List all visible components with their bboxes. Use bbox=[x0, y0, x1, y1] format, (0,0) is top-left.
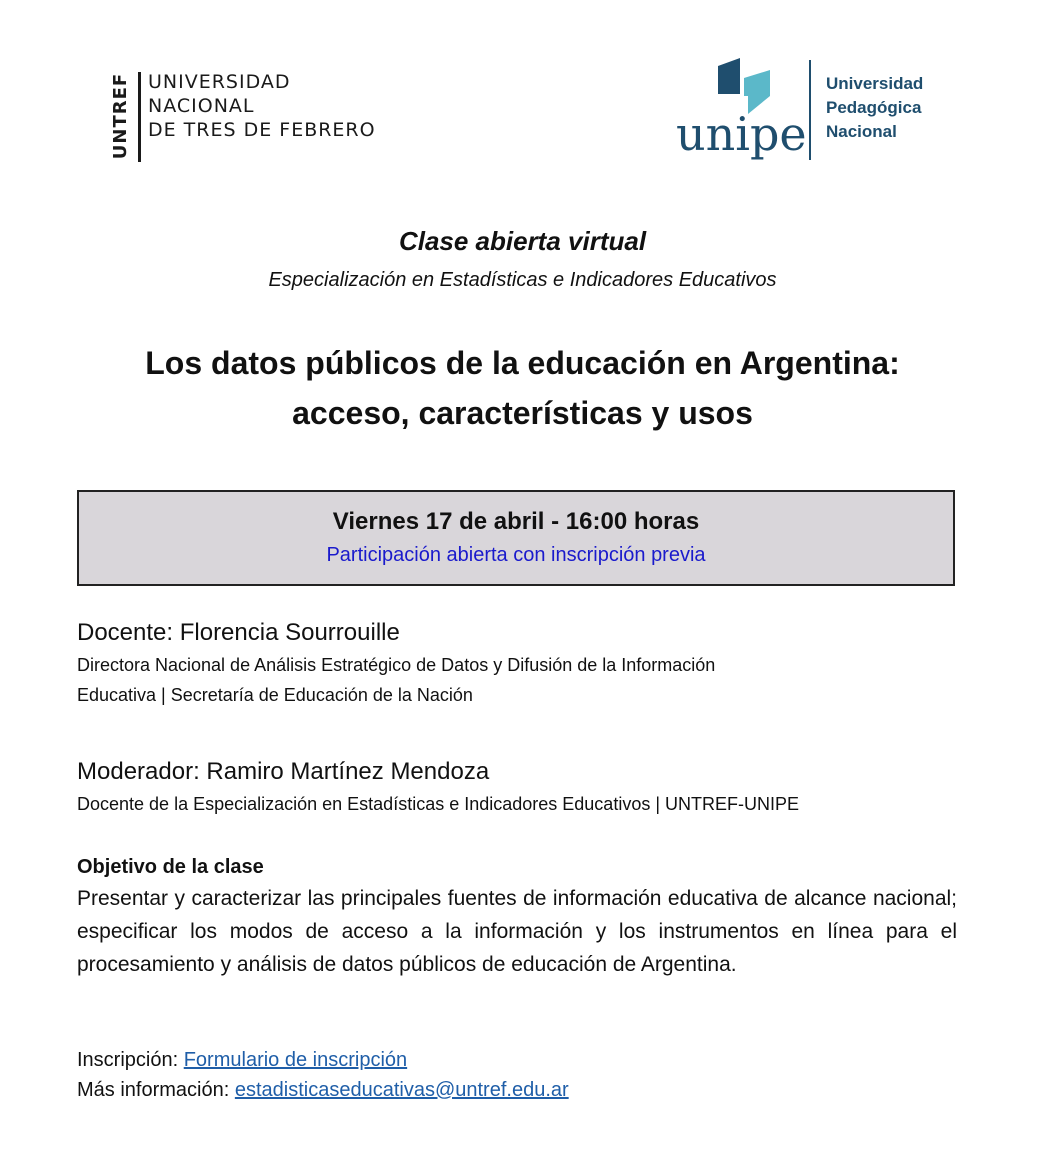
info-email-link[interactable]: estadisticaseducativas@untref.edu.ar bbox=[234, 1079, 569, 1101]
program-subtitle: Especialización en Estadísticas e Indicadores Educativos bbox=[268, 269, 777, 291]
objective-title: Objetivo de la clase bbox=[77, 856, 264, 878]
event-type-heading: Clase abierta virtual bbox=[398, 226, 647, 256]
docente-role-line-1: Directora Nacional de Análisis Estratégico de Datos y Difusión de la Información bbox=[77, 655, 716, 675]
untref-logo-bar bbox=[138, 72, 141, 162]
participation-note: Participación abierta con inscripción previa bbox=[326, 544, 706, 566]
untref-logo bbox=[108, 70, 378, 166]
info-row bbox=[77, 1075, 957, 1105]
page-title bbox=[0, 338, 1045, 438]
date-box bbox=[77, 490, 955, 586]
docente-role-line-2: Educativa | Secretaría de Educación de la Nación bbox=[77, 685, 473, 705]
untref-logo-line-1: UNIVERSIDAD bbox=[148, 71, 291, 93]
untref-logo-vertical-text: UNTREF bbox=[110, 72, 131, 160]
docente-name: Docente: Florencia Sourrouille bbox=[77, 619, 400, 646]
event-datetime: Viernes 17 de abril - 16:00 horas bbox=[332, 508, 700, 535]
unipe-logo-wordmark: unipe bbox=[676, 107, 807, 161]
objective-section bbox=[77, 852, 957, 981]
unipe-logo-line-3: Nacional bbox=[826, 122, 897, 141]
registration-row bbox=[77, 1045, 957, 1075]
registration-form-link[interactable]: Formulario de inscripción bbox=[183, 1049, 408, 1071]
unipe-logo-line-1: Universidad bbox=[826, 74, 924, 93]
unipe-logo bbox=[676, 56, 966, 166]
moderador-section bbox=[77, 757, 957, 819]
docente-role bbox=[77, 650, 957, 710]
page-title-line-2: acceso, características y usos bbox=[292, 395, 753, 431]
unipe-logo-divider bbox=[809, 60, 811, 160]
unipe-logo-name bbox=[826, 72, 923, 144]
untref-logo-line-3: DE TRES DE FEBRERO bbox=[148, 119, 376, 141]
registration-label: Inscripción: bbox=[77, 1049, 184, 1071]
untref-logo-line-2: NACIONAL bbox=[148, 95, 255, 117]
objective-text: Presentar y caracterizar las principales fuentes de información educativa de alcance nacional; especificar los modos de acceso a la información y los instrumentos en línea para el procesamiento y análisis de datos públicos de educación de Argentina. bbox=[77, 887, 957, 976]
moderador-name: Moderador: Ramiro Martínez Mendoza bbox=[77, 758, 490, 785]
moderador-role: Docente de la Especialización en Estadísticas e Indicadores Educativos | UNTREF-UNIPE bbox=[77, 794, 800, 814]
untref-logo-text bbox=[148, 70, 376, 142]
docente-section bbox=[77, 618, 957, 710]
unipe-logo-line-2: Pedagógica bbox=[826, 98, 922, 117]
page-title-line-1: Los datos públicos de la educación en Argentina: bbox=[145, 345, 900, 381]
links-section bbox=[77, 1045, 957, 1105]
info-label: Más información: bbox=[77, 1079, 235, 1101]
